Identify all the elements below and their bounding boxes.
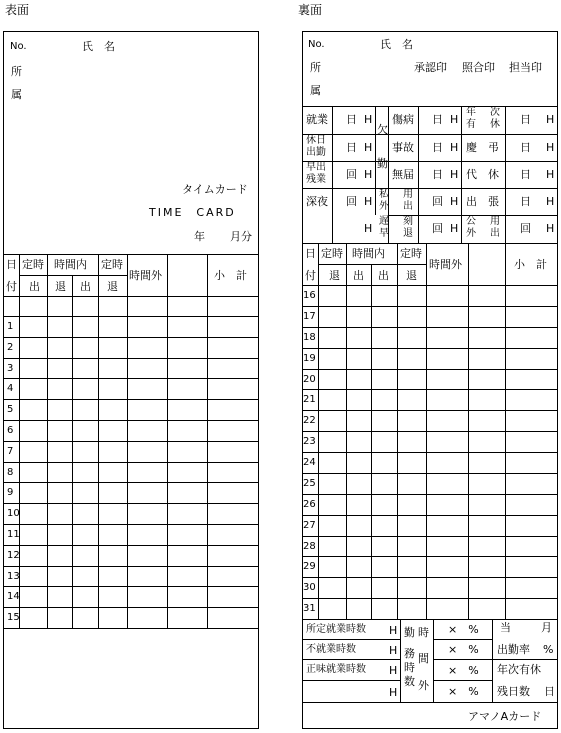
label-nenji-3: 次 (490, 107, 500, 118)
percent-mark-1: × % (448, 623, 479, 636)
front-card-title-ja: タイムカード (182, 183, 248, 196)
label-shiyo-4: 出 (403, 201, 413, 212)
unit-h-1: H (364, 113, 373, 126)
label-jikan-2: 間 (418, 652, 429, 665)
front-row-label: 10 (7, 508, 20, 519)
back-dept-label-2: 属 (310, 84, 321, 97)
front-hdr-day-1: 日 (6, 258, 17, 271)
front-no-label: No. (10, 41, 27, 52)
label-chikoku-1: 遅 (379, 216, 389, 227)
label-koyo-2: 外 (466, 228, 476, 239)
back-name-label: 氏 名 (380, 38, 413, 51)
unit-h-4: H (364, 195, 373, 208)
label-shiyo-1: 私 (379, 189, 389, 200)
front-row-label: 9 (7, 487, 14, 498)
front-row-label: 15 (7, 612, 20, 623)
label-keicho: 慶 弔 (466, 141, 499, 154)
label-jikan-1: 時 (418, 626, 429, 639)
front-row-label: 11 (7, 529, 20, 540)
front-section-title: 表面 (5, 3, 30, 17)
label-kyujitsu-1: 休日 (306, 135, 326, 146)
back-row-label: 21 (303, 394, 316, 405)
label-ketsu: 欠 (377, 123, 388, 136)
unit-h-5: H (364, 222, 373, 235)
front-card-title-en: TIME CARD (149, 206, 236, 219)
unit-h-13: H (546, 168, 555, 181)
back-row-label: 16 (303, 290, 316, 301)
label-chikoku-4: 退 (403, 228, 413, 239)
label-touki: 当 (500, 621, 511, 634)
label-hayade-2: 残業 (306, 174, 326, 185)
label-shobyo: 傷病 (392, 113, 414, 126)
back-row-label: 17 (303, 311, 316, 322)
back-row-label: 20 (303, 374, 316, 385)
back-row-label: 19 (303, 353, 316, 364)
front-row-label: 13 (7, 571, 20, 582)
back-hdr-out1: 退 (329, 269, 340, 282)
label-hayade-1: 早出 (306, 162, 326, 173)
back-row-label: 30 (303, 582, 316, 593)
label-koyo-4: 出 (490, 228, 500, 239)
label-chikoku-3: 刻 (403, 216, 413, 227)
label-day: 日 (544, 685, 555, 698)
label-nenji-4: 休 (490, 119, 500, 130)
label-kyujitsu-2: 出勤 (306, 147, 326, 158)
label-jikan-3: 外 (418, 679, 429, 692)
front-hdr-in: 出 (29, 280, 40, 293)
label-chikoku-2: 早 (379, 228, 389, 239)
back-hdr-subtotal: 小 計 (514, 258, 547, 271)
front-row-label: 1 (7, 321, 14, 332)
back-row-label: 18 (303, 332, 316, 343)
unit-kai-10: 回 (432, 222, 443, 235)
unit-h-7: H (450, 141, 459, 154)
front-row-label: 8 (7, 467, 14, 478)
front-hdr-out1: 退 (55, 280, 66, 293)
unit-day-7: 日 (432, 141, 443, 154)
unit-day-6: 日 (432, 113, 443, 126)
unit-h-2: H (364, 141, 373, 154)
front-month-label: 月分 (230, 230, 252, 243)
back-row-label: 27 (303, 520, 316, 531)
label-pct: % (543, 643, 554, 656)
label-kinmu-1: 勤 (404, 626, 415, 639)
back-no-label: No. (308, 39, 325, 50)
front-dept-label-2: 属 (11, 88, 22, 101)
front-hdr-day-2: 付 (6, 280, 17, 293)
front-row-label: 7 (7, 446, 14, 457)
back-row-label: 31 (303, 603, 316, 614)
label-jiko: 事故 (392, 141, 414, 154)
back-row-label: 25 (303, 478, 316, 489)
unit-h-12: H (546, 141, 555, 154)
unit-h-6: H (450, 113, 459, 126)
back-hdr-out2: 退 (406, 269, 417, 282)
unit-day-8: 日 (432, 168, 443, 181)
front-row-label: 12 (7, 550, 20, 561)
front-row-label: 5 (7, 404, 14, 415)
back-hdr-teiji2: 定時 (400, 247, 422, 260)
label-mutodoke: 無届 (392, 168, 414, 181)
percent-mark-2: × % (448, 643, 479, 656)
stamp-approve-label: 承認印 (414, 61, 447, 74)
percent-mark-4: × % (448, 685, 479, 698)
back-hdr-teiji: 定時 (321, 247, 343, 260)
front-hdr-teiji: 定時 (22, 258, 44, 271)
label-shugyo: 就業 (306, 113, 328, 126)
label-kin: 勤 (377, 157, 388, 170)
back-row-label: 29 (303, 561, 316, 572)
unit-h-t2: H (389, 644, 398, 657)
unit-day-13: 日 (520, 168, 531, 181)
unit-kai-4: 回 (346, 195, 357, 208)
back-hdr-jikangai: 時間外 (429, 258, 462, 271)
unit-h-8: H (450, 168, 459, 181)
unit-day-12: 日 (520, 141, 531, 154)
back-row-label: 24 (303, 457, 316, 468)
back-hdr-day-2: 付 (305, 269, 316, 282)
front-card-border (3, 31, 259, 729)
stamp-charge-label: 担当印 (509, 61, 542, 74)
label-fushugyo: 不就業時数 (306, 644, 356, 655)
unit-h-11: H (546, 113, 555, 126)
front-year-label: 年 (194, 230, 205, 243)
label-koyo-1: 公 (466, 216, 476, 227)
label-kinmu-2: 務 (404, 647, 415, 660)
percent-mark-3: × % (448, 664, 479, 677)
front-hdr-jikannai: 時間内 (54, 258, 87, 271)
stamp-check-label: 照合印 (462, 61, 495, 74)
unit-kai-9: 回 (432, 195, 443, 208)
back-hdr-in: 出 (353, 269, 364, 282)
unit-h-15: H (546, 222, 555, 235)
label-kinmu-3: 時 (404, 661, 415, 674)
label-nenji-2: 有 (466, 119, 476, 130)
label-shutcho: 出 張 (466, 195, 499, 208)
unit-h-10: H (450, 222, 459, 235)
front-row-label: 4 (7, 383, 14, 394)
label-month: 月 (541, 621, 552, 634)
unit-h-t1: H (389, 624, 398, 637)
label-shinya: 深夜 (306, 195, 328, 208)
unit-h-t3: H (389, 664, 398, 677)
unit-kai-15: 回 (520, 222, 531, 235)
back-section-title: 裏面 (298, 3, 323, 17)
unit-h-9: H (450, 195, 459, 208)
label-shomi: 正味就業時数 (306, 664, 366, 675)
back-hdr-day-1: 日 (305, 247, 316, 260)
unit-day-2: 日 (346, 141, 357, 154)
back-row-label: 22 (303, 415, 316, 426)
unit-h-t4: H (389, 686, 398, 699)
back-row-label: 23 (303, 436, 316, 447)
label-kinmu-4: 数 (404, 675, 415, 688)
label-attendance-rate: 出勤率 (497, 643, 530, 656)
label-nenji-yukyu: 年次有休 (497, 663, 541, 676)
unit-h-14: H (546, 195, 555, 208)
front-row-label: 14 (7, 591, 20, 602)
front-hdr-jikangai: 時間外 (129, 269, 162, 282)
front-hdr-out2: 退 (107, 280, 118, 293)
back-hdr-in2: 出 (378, 269, 389, 282)
brand-label: アマノAカード (468, 710, 542, 723)
back-row-label: 26 (303, 499, 316, 510)
front-row-label: 6 (7, 425, 14, 436)
back-row-label: 28 (303, 541, 316, 552)
front-hdr-teiji2: 定時 (101, 258, 123, 271)
unit-kai-3: 回 (346, 168, 357, 181)
unit-day-1: 日 (346, 113, 357, 126)
back-dept-label-1: 所 (310, 61, 321, 74)
unit-day-11: 日 (520, 113, 531, 126)
front-hdr-in2: 出 (80, 280, 91, 293)
label-nenji-1: 年 (466, 107, 476, 118)
front-row-label: 3 (7, 363, 14, 374)
label-daikyu: 代 休 (466, 168, 499, 181)
label-shotei: 所定就業時数 (306, 624, 366, 635)
back-hdr-jikannai: 時間内 (352, 247, 385, 260)
unit-h-3: H (364, 168, 373, 181)
front-dept-label-1: 所 (11, 65, 22, 78)
label-shiyo-3: 用 (403, 189, 413, 200)
label-shiyo-2: 外 (379, 201, 389, 212)
front-name-label: 氏 名 (82, 40, 115, 53)
front-hdr-subtotal: 小 計 (214, 269, 247, 282)
label-zan-nissu: 残日数 (497, 685, 530, 698)
unit-day-14: 日 (520, 195, 531, 208)
label-koyo-3: 用 (490, 216, 500, 227)
front-row-label: 2 (7, 342, 14, 353)
